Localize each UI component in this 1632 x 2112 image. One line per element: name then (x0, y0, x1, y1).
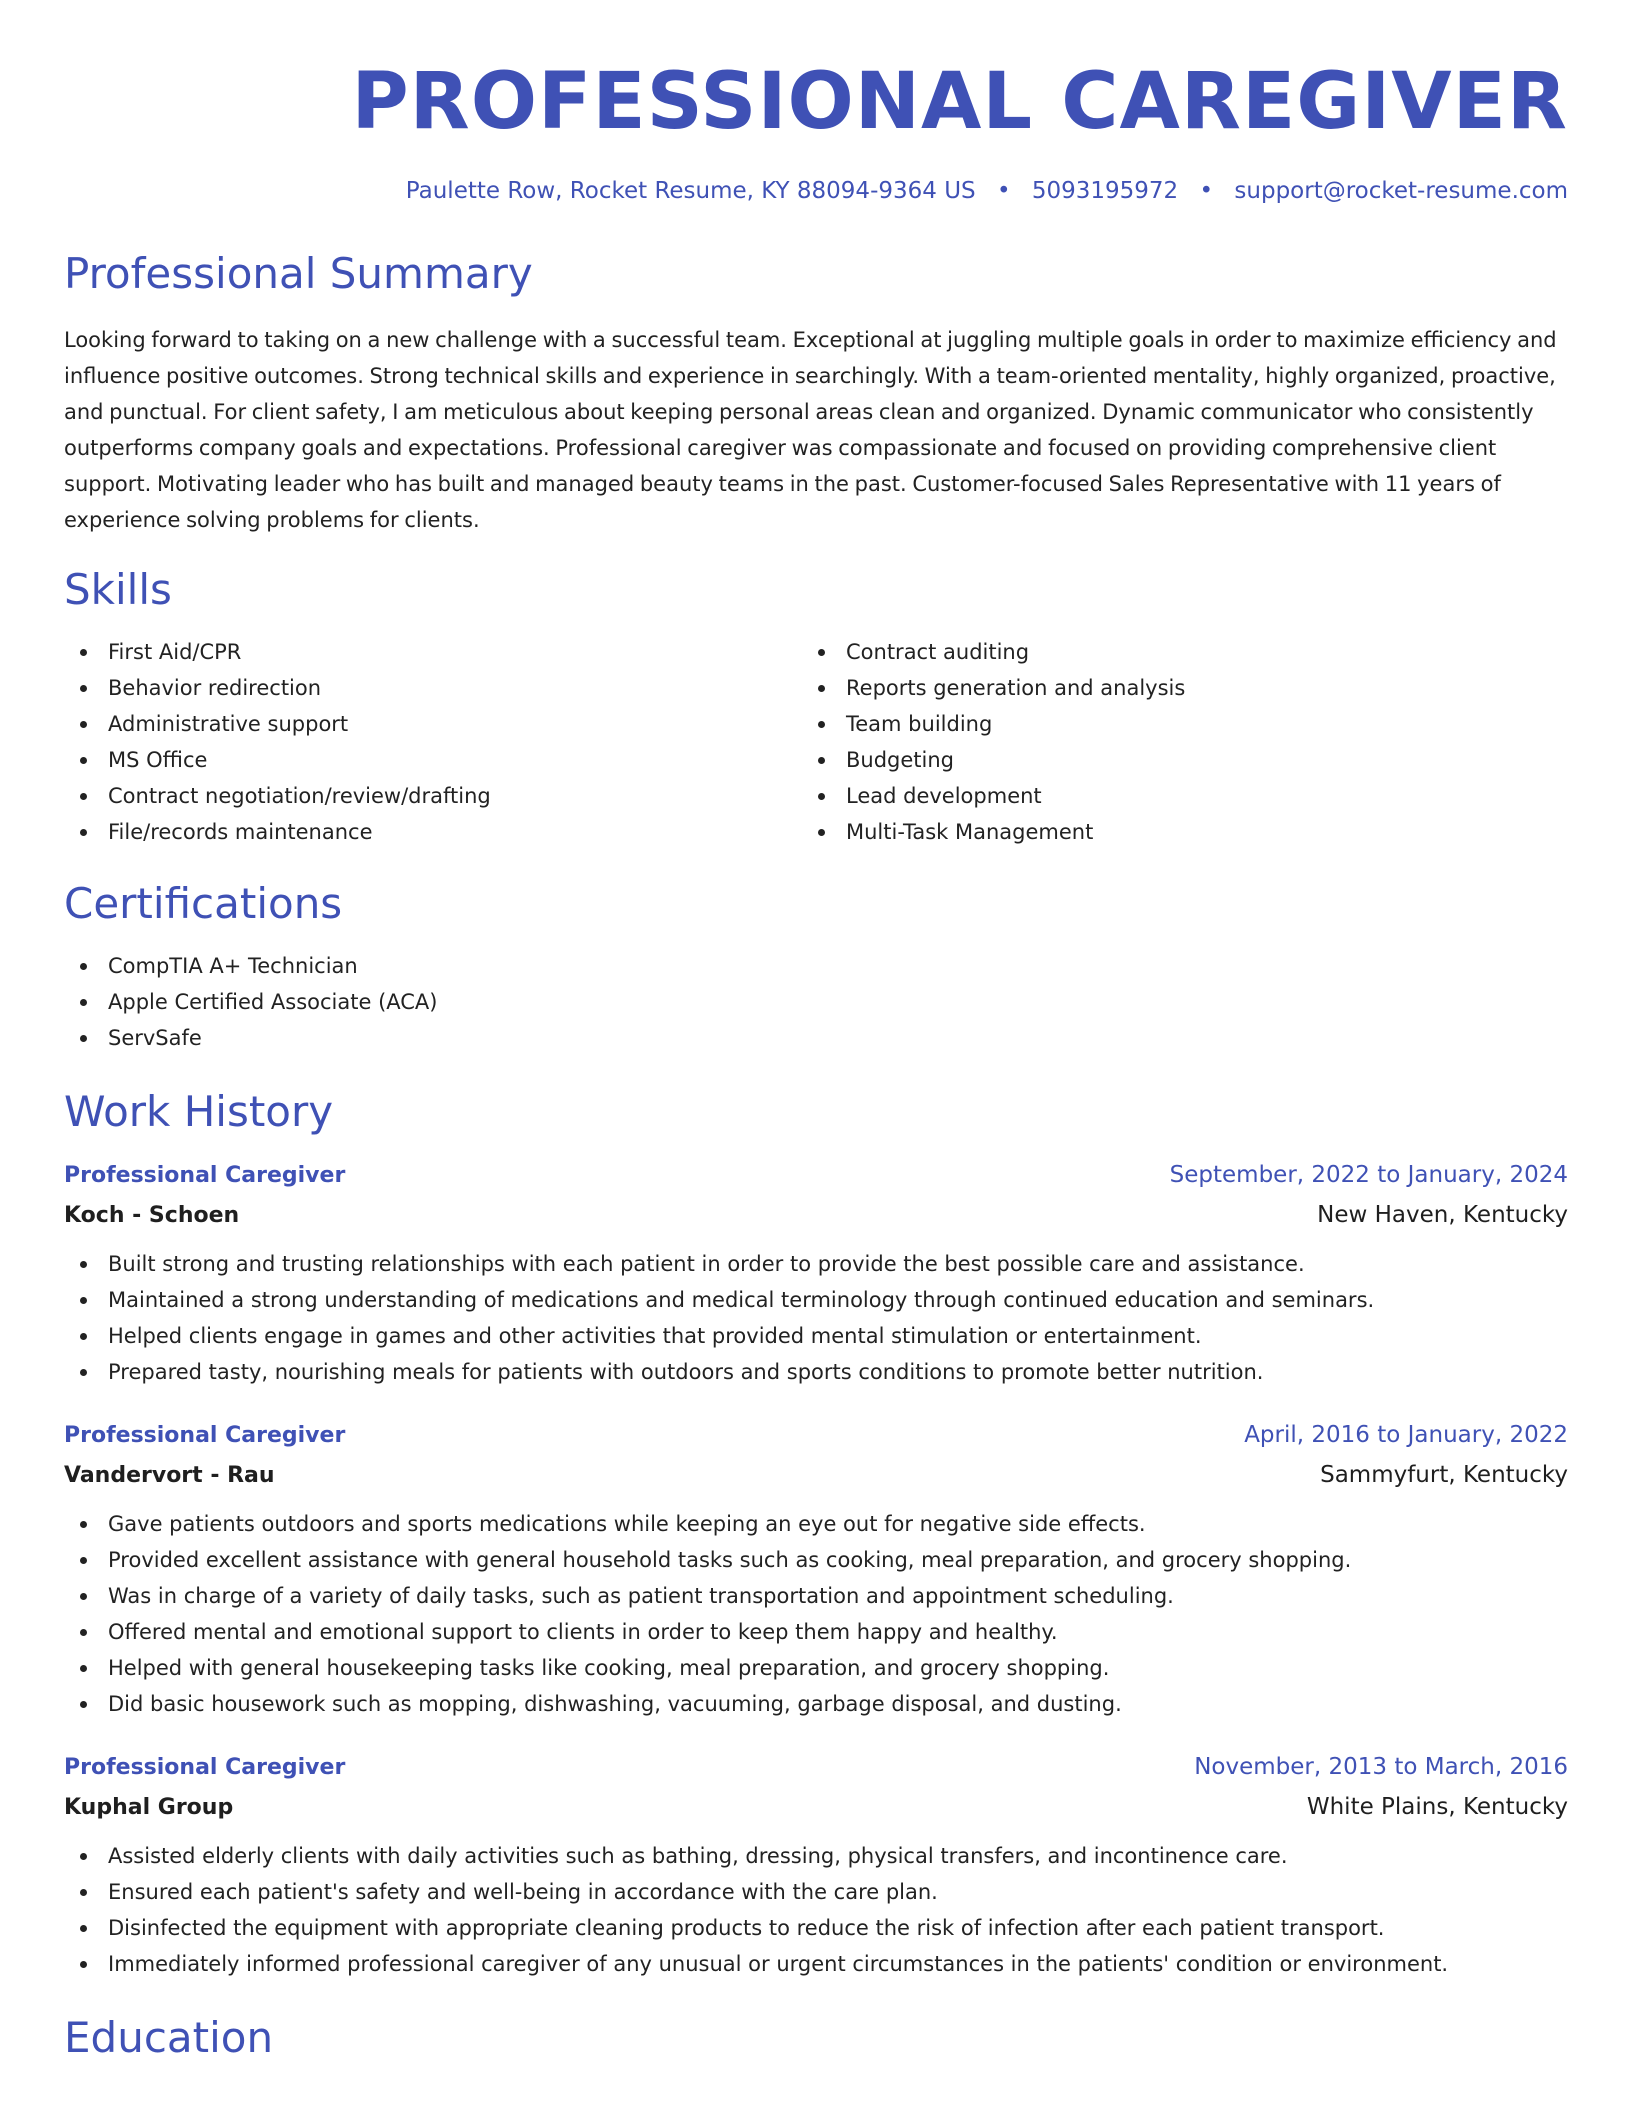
skills-list (64, 616, 1568, 850)
skill-item: Contract auditing (802, 634, 1540, 670)
contact-phone: 5093195972 (1031, 178, 1179, 204)
skill-item: First Aid/CPR (64, 634, 802, 670)
job-title: Professional Caregiver (64, 1755, 346, 1780)
job-bullets (64, 1838, 1568, 1982)
job-dates: September, 2022 to January, 2024 (1169, 1162, 1568, 1188)
job-company-row (64, 1787, 1568, 1828)
skill-item: Contract negotiation/review/drafting (64, 778, 802, 814)
contact-address: Paulette Row, Rocket Resume, KY 88094-9364 US (405, 178, 976, 204)
resume-title: PROFESSIONAL CAREGIVER (351, 57, 1568, 147)
skill-item: Budgeting (802, 742, 1540, 778)
certifications-heading: Certifications (64, 879, 343, 928)
job-company: Koch - Schoen (64, 1203, 240, 1228)
work-history-heading: Work History (64, 1087, 334, 1136)
job-bullet: Prepared tasty, nourishing meals for patients with outdoors and sports conditions to promote better nutrition. (64, 1354, 1568, 1390)
job-company: Vandervort - Rau (64, 1463, 275, 1488)
job-bullets (64, 1506, 1568, 1722)
job-company-row (64, 1195, 1568, 1236)
contact-separator: • (1199, 178, 1214, 204)
certifications-list (64, 948, 1568, 1056)
job-header-row (64, 1416, 1568, 1455)
job-bullet: Disinfected the equipment with appropriate cleaning products to reduce the risk of infection after each patient transport. (64, 1910, 1568, 1946)
job-company-row (64, 1455, 1568, 1496)
job-bullet: Maintained a strong understanding of medications and medical terminology through continued education and seminars. (64, 1282, 1568, 1318)
skills-column-left (64, 634, 802, 850)
job-title: Professional Caregiver (64, 1423, 346, 1448)
job-bullet: Built strong and trusting relationships with each patient in order to provide the best possible care and assistance. (64, 1246, 1568, 1282)
job-entry (64, 1748, 1568, 1982)
education-heading: Education (64, 2013, 274, 2062)
skill-item: Team building (802, 706, 1540, 742)
job-entry (64, 1156, 1568, 1390)
skill-item: Multi-Task Management (802, 814, 1540, 850)
certification-item: Apple Certified Associate (ACA) (64, 984, 1568, 1020)
contact-separator: • (996, 178, 1011, 204)
skill-item: Reports generation and analysis (802, 670, 1540, 706)
job-bullet: Gave patients outdoors and sports medications while keeping an eye out for negative side effects. (64, 1506, 1568, 1542)
job-location: New Haven, Kentucky (1317, 1202, 1568, 1228)
skill-item: Behavior redirection (64, 670, 802, 706)
skill-item: MS Office (64, 742, 802, 778)
job-bullet: Ensured each patient's safety and well-being in accordance with the care plan. (64, 1874, 1568, 1910)
contact-line (64, 178, 1568, 204)
skill-item: Administrative support (64, 706, 802, 742)
job-bullet: Provided excellent assistance with general household tasks such as cooking, meal preparation, and grocery shopping. (64, 1542, 1568, 1578)
job-dates: April, 2016 to January, 2022 (1244, 1422, 1568, 1448)
skills-column-right (802, 634, 1540, 850)
job-location: White Plains, Kentucky (1306, 1794, 1568, 1820)
job-bullets (64, 1246, 1568, 1390)
job-header-row (64, 1748, 1568, 1787)
job-dates: November, 2013 to March, 2016 (1194, 1754, 1568, 1780)
certification-item: ServSafe (64, 1020, 1568, 1056)
summary-heading: Professional Summary (64, 249, 533, 298)
skill-item: Lead development (802, 778, 1540, 814)
job-bullet: Was in charge of a variety of daily tasks, such as patient transportation and appointment scheduling. (64, 1578, 1568, 1614)
skills-heading: Skills (64, 565, 172, 614)
job-entry (64, 1416, 1568, 1722)
job-header-row (64, 1156, 1568, 1195)
certification-item: CompTIA A+ Technician (64, 948, 1568, 984)
job-title: Professional Caregiver (64, 1163, 346, 1188)
job-location: Sammyfurt, Kentucky (1320, 1462, 1568, 1488)
skill-item: File/records maintenance (64, 814, 802, 850)
summary-text: Looking forward to taking on a new challenge with a successful team. Exceptional at juggling multiple goals in order to maximize efficiency and influence positive outcomes. Strong technical skills and experience in searchingly. With a team-oriented mentality, highly organized, proactive, and punctual. For client safety, I am meticulous about keeping personal areas clean and organized. Dynamic communicator who consistently outperforms company goals and expectations. Professional caregiver was compassionate and focused on providing comprehensive client support. Motivating leader who has built and managed beauty teams in the past. Customer-focused Sales Representative with 11 years of experience solving problems for clients. (64, 328, 1557, 532)
job-bullet: Assisted elderly clients with daily activities such as bathing, dressing, physical transfers, and incontinence care. (64, 1838, 1568, 1874)
contact-email: support@rocket-resume.com (1234, 178, 1568, 204)
job-bullet: Did basic housework such as mopping, dishwashing, vacuuming, garbage disposal, and dusting. (64, 1686, 1568, 1722)
job-company: Kuphal Group (64, 1795, 234, 1820)
job-bullet: Immediately informed professional caregiver of any unusual or urgent circumstances in the patients' condition or environment. (64, 1946, 1568, 1982)
job-bullet: Offered mental and emotional support to clients in order to keep them happy and healthy. (64, 1614, 1568, 1650)
job-bullet: Helped clients engage in games and other activities that provided mental stimulation or entertainment. (64, 1318, 1568, 1354)
job-bullet: Helped with general housekeeping tasks like cooking, meal preparation, and grocery shopping. (64, 1650, 1568, 1686)
